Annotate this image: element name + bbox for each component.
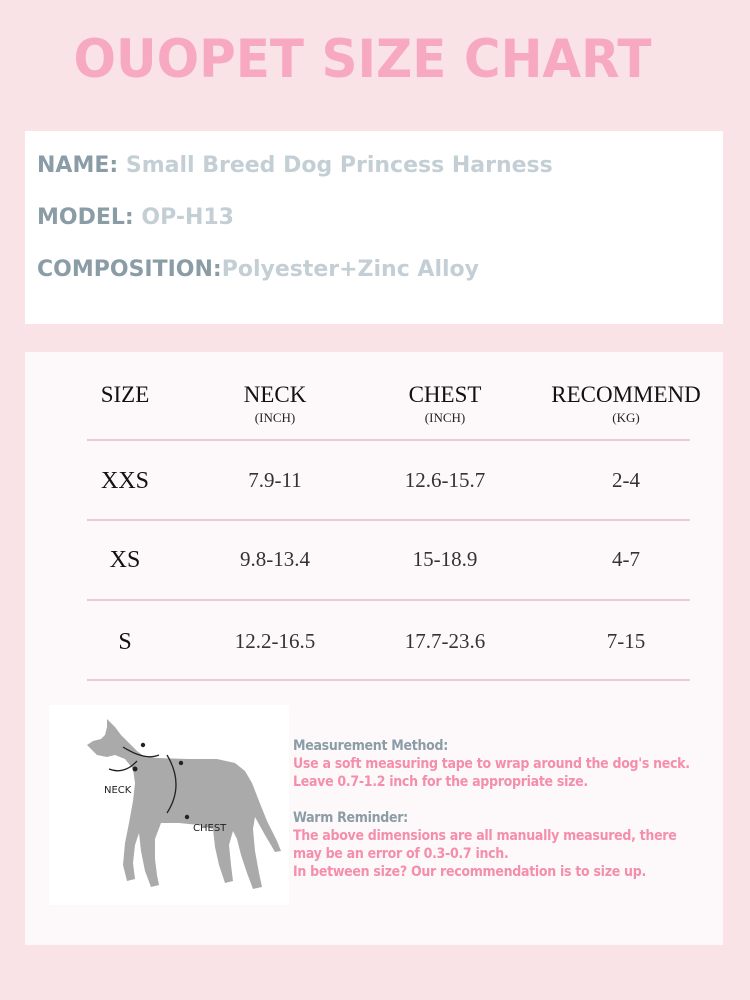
name-value: Small Breed Dog Princess Harness bbox=[125, 153, 553, 178]
row-xxs-neck: 7.9-11 bbox=[248, 468, 302, 492]
measurement-method-note bbox=[293, 737, 713, 791]
neck-diagram-label: NECK bbox=[104, 785, 132, 796]
header-recommend: RECOMMEND (KG) bbox=[551, 382, 701, 425]
row-s-chest: 17.7-23.6 bbox=[404, 629, 486, 653]
header-size: SIZE bbox=[100, 382, 150, 407]
row-xs-chest: 15-18.9 bbox=[412, 547, 478, 571]
composition-value: Polyester+Zinc Alloy bbox=[221, 257, 479, 282]
product-info-card bbox=[25, 131, 723, 324]
model-row bbox=[37, 205, 234, 230]
dog-measurement-diagram bbox=[49, 705, 289, 905]
composition-row bbox=[37, 257, 479, 282]
chest-diagram-label: CHEST bbox=[193, 823, 227, 834]
warm-reminder-note bbox=[293, 809, 713, 881]
size-table-card bbox=[25, 352, 723, 945]
model-label: MODEL: bbox=[37, 205, 134, 230]
method-heading: Measurement Method: bbox=[293, 738, 448, 754]
method-line: Leave 0.7-1.2 inch for the appropriate size. bbox=[293, 774, 588, 790]
row-s-size: S bbox=[118, 629, 132, 655]
page-title: OUOPET SIZE CHART bbox=[73, 28, 652, 90]
method-line: Use a soft measuring tape to wrap around the dog's neck. bbox=[293, 756, 690, 772]
row-s-neck: 12.2-16.5 bbox=[234, 629, 316, 653]
model-value: OP-H13 bbox=[141, 205, 234, 230]
name-row bbox=[37, 153, 553, 178]
header-chest: CHEST (INCH) bbox=[408, 382, 482, 425]
row-xs-neck: 9.8-13.4 bbox=[240, 547, 310, 571]
row-xxs-chest: 12.6-15.7 bbox=[404, 468, 486, 492]
reminder-heading: Warm Reminder: bbox=[293, 810, 408, 826]
dog-silhouette-icon bbox=[49, 705, 289, 905]
row-xs-size: XS bbox=[109, 547, 141, 573]
reminder-line: In between size? Our recommendation is to size up. bbox=[293, 864, 646, 880]
table-divider bbox=[87, 519, 690, 521]
row-s-recommend: 7-15 bbox=[606, 629, 646, 653]
reminder-line: The above dimensions are all manually measured, there bbox=[293, 828, 677, 844]
table-divider bbox=[87, 599, 690, 601]
row-xxs-size: XXS bbox=[100, 468, 149, 494]
name-label: NAME: bbox=[37, 153, 119, 178]
header-neck: NECK (INCH) bbox=[243, 382, 307, 425]
reminder-line: may be an error of 0.3-0.7 inch. bbox=[293, 846, 509, 862]
table-divider bbox=[87, 439, 690, 441]
composition-label: COMPOSITION: bbox=[37, 257, 222, 282]
row-xxs-recommend: 2-4 bbox=[612, 468, 640, 492]
row-xs-recommend: 4-7 bbox=[612, 547, 640, 571]
table-divider bbox=[87, 679, 690, 681]
